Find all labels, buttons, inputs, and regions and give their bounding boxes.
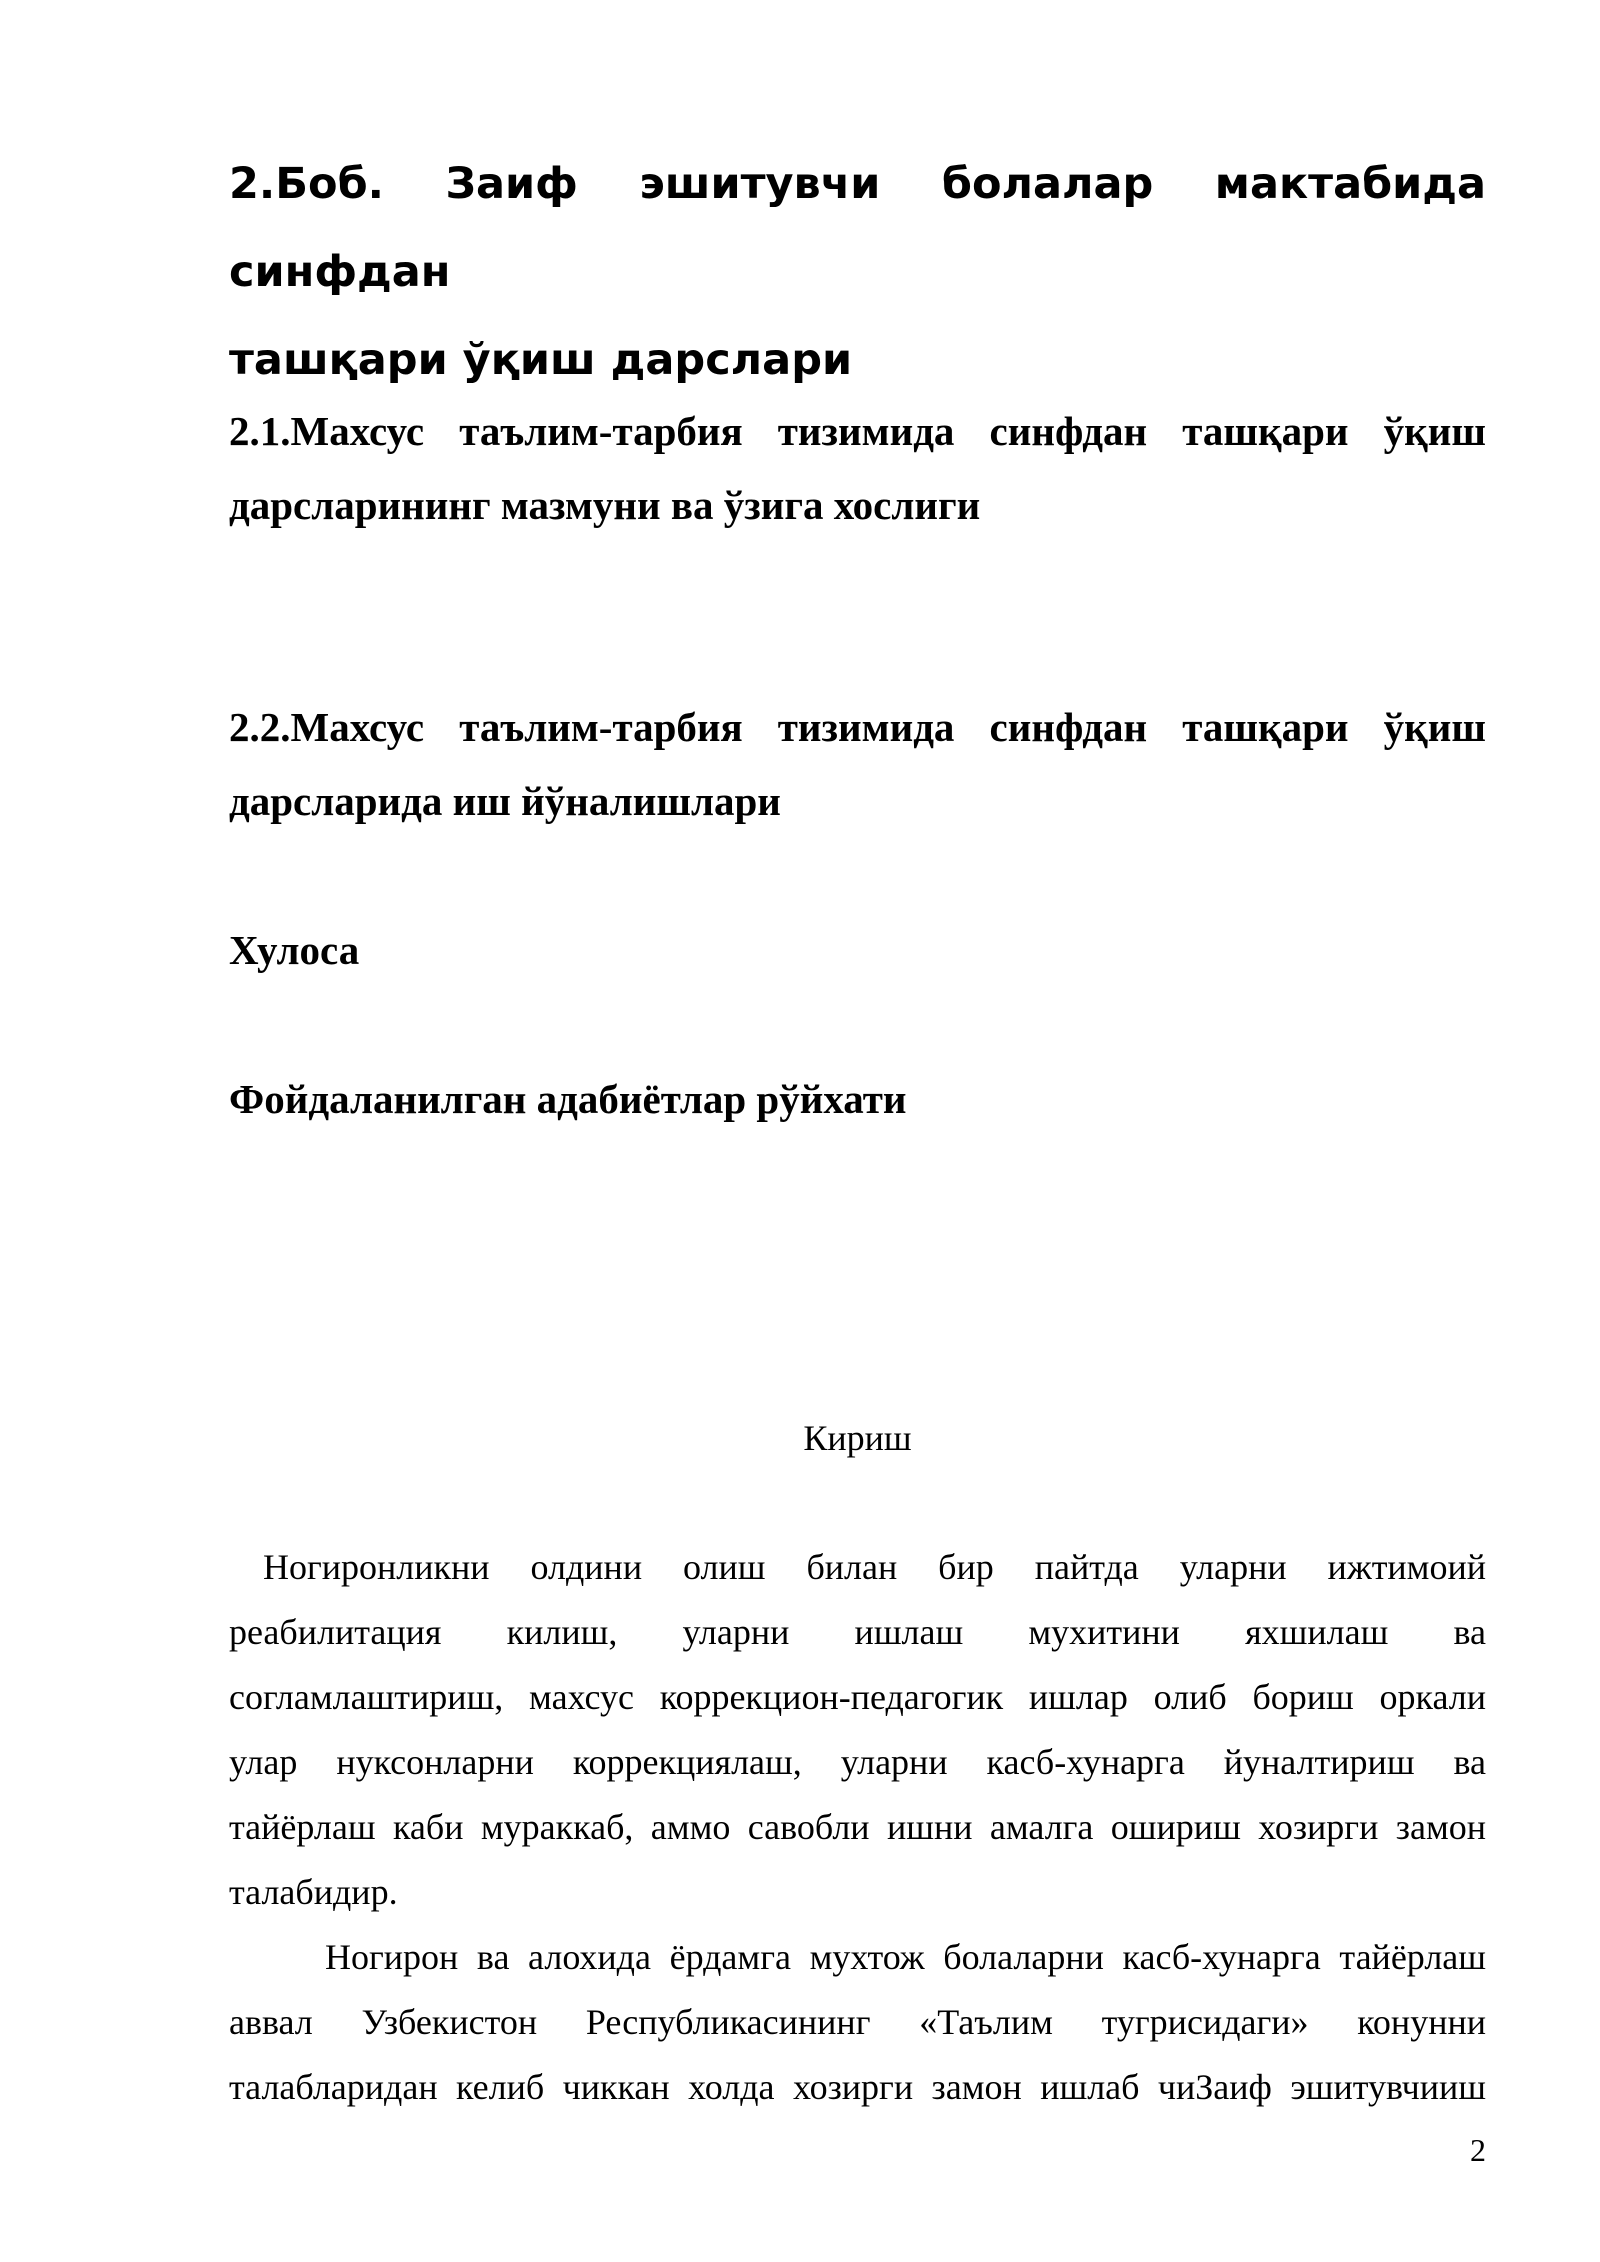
conclusion-text: Хулоса [229, 927, 360, 973]
chapter-heading-line-2: ташқари ўқиш дарслари [229, 335, 853, 385]
paragraph-1-line-4: улар нуксонларни коррекциялаш, уларни касб-хунарга йуналтириш ва [229, 1742, 1486, 1782]
paragraph-1-line-6: талабидир. [229, 1872, 398, 1912]
paragraph-2-line-2: аввал Узбекистон Республикасининг «Таълим тугрисидаги» конунни [229, 2002, 1486, 2042]
references-text: Фойдаланилган адабиётлар рўйхати [229, 1076, 907, 1122]
section-heading-2-2 [229, 690, 1486, 838]
intro-paragraph-2 [229, 1925, 1486, 2120]
intro-paragraph-1 [229, 1535, 1486, 1925]
chapter-heading-line-1: 2.Боб. Заиф эшитувчи болалар мактабида синфдан [229, 159, 1486, 297]
paragraph-1-line-1: Ногиронликни олдини олиш билан бир пайтда уларни ижтимоий [263, 1547, 1486, 1587]
paragraph-1-line-5: тайёрлаш каби мураккаб, аммо савобли ишни амалга ошириш хозирги замон [229, 1807, 1486, 1847]
paragraph-1-line-2: реабилитация килиш, уларни ишлаш мухитини яхшилаш ва [229, 1612, 1486, 1652]
section-2-1-line-2: дарсларининг мазмуни ва ўзига хослиги [229, 482, 981, 528]
conclusion-heading [229, 913, 1486, 987]
paragraph-2-line-1: Ногирон ва алохида ёрдамга мухтож болаларни касб-хунарга тайёрлаш [325, 1937, 1486, 1977]
paragraph-2-line-3: талабларидан келиб чиккан холда хозирги замон ишлаб чиЗаиф эшитувчииш [229, 2067, 1486, 2107]
section-2-2-line-1: 2.2.Махсус таълим-тарбия тизимида синфдан ташқари ўқиш [229, 704, 1486, 750]
paragraph-1-line-3: согламлаштириш, махсус коррекцион-педагогик ишлар олиб бориш оркали [229, 1677, 1486, 1717]
references-heading [229, 1062, 1486, 1136]
section-heading-2-1 [229, 394, 1486, 542]
page-number: 2 [1470, 2132, 1486, 2168]
section-2-1-line-1: 2.1.Махсус таълим-тарбия тизимида синфдан ташқари ўқиш [229, 408, 1486, 454]
document-page [229, 0, 1486, 2262]
chapter-heading [229, 140, 1486, 404]
section-2-2-line-2: дарсларида иш йўналишлари [229, 778, 781, 824]
intro-title: Кириш [803, 1418, 912, 1458]
